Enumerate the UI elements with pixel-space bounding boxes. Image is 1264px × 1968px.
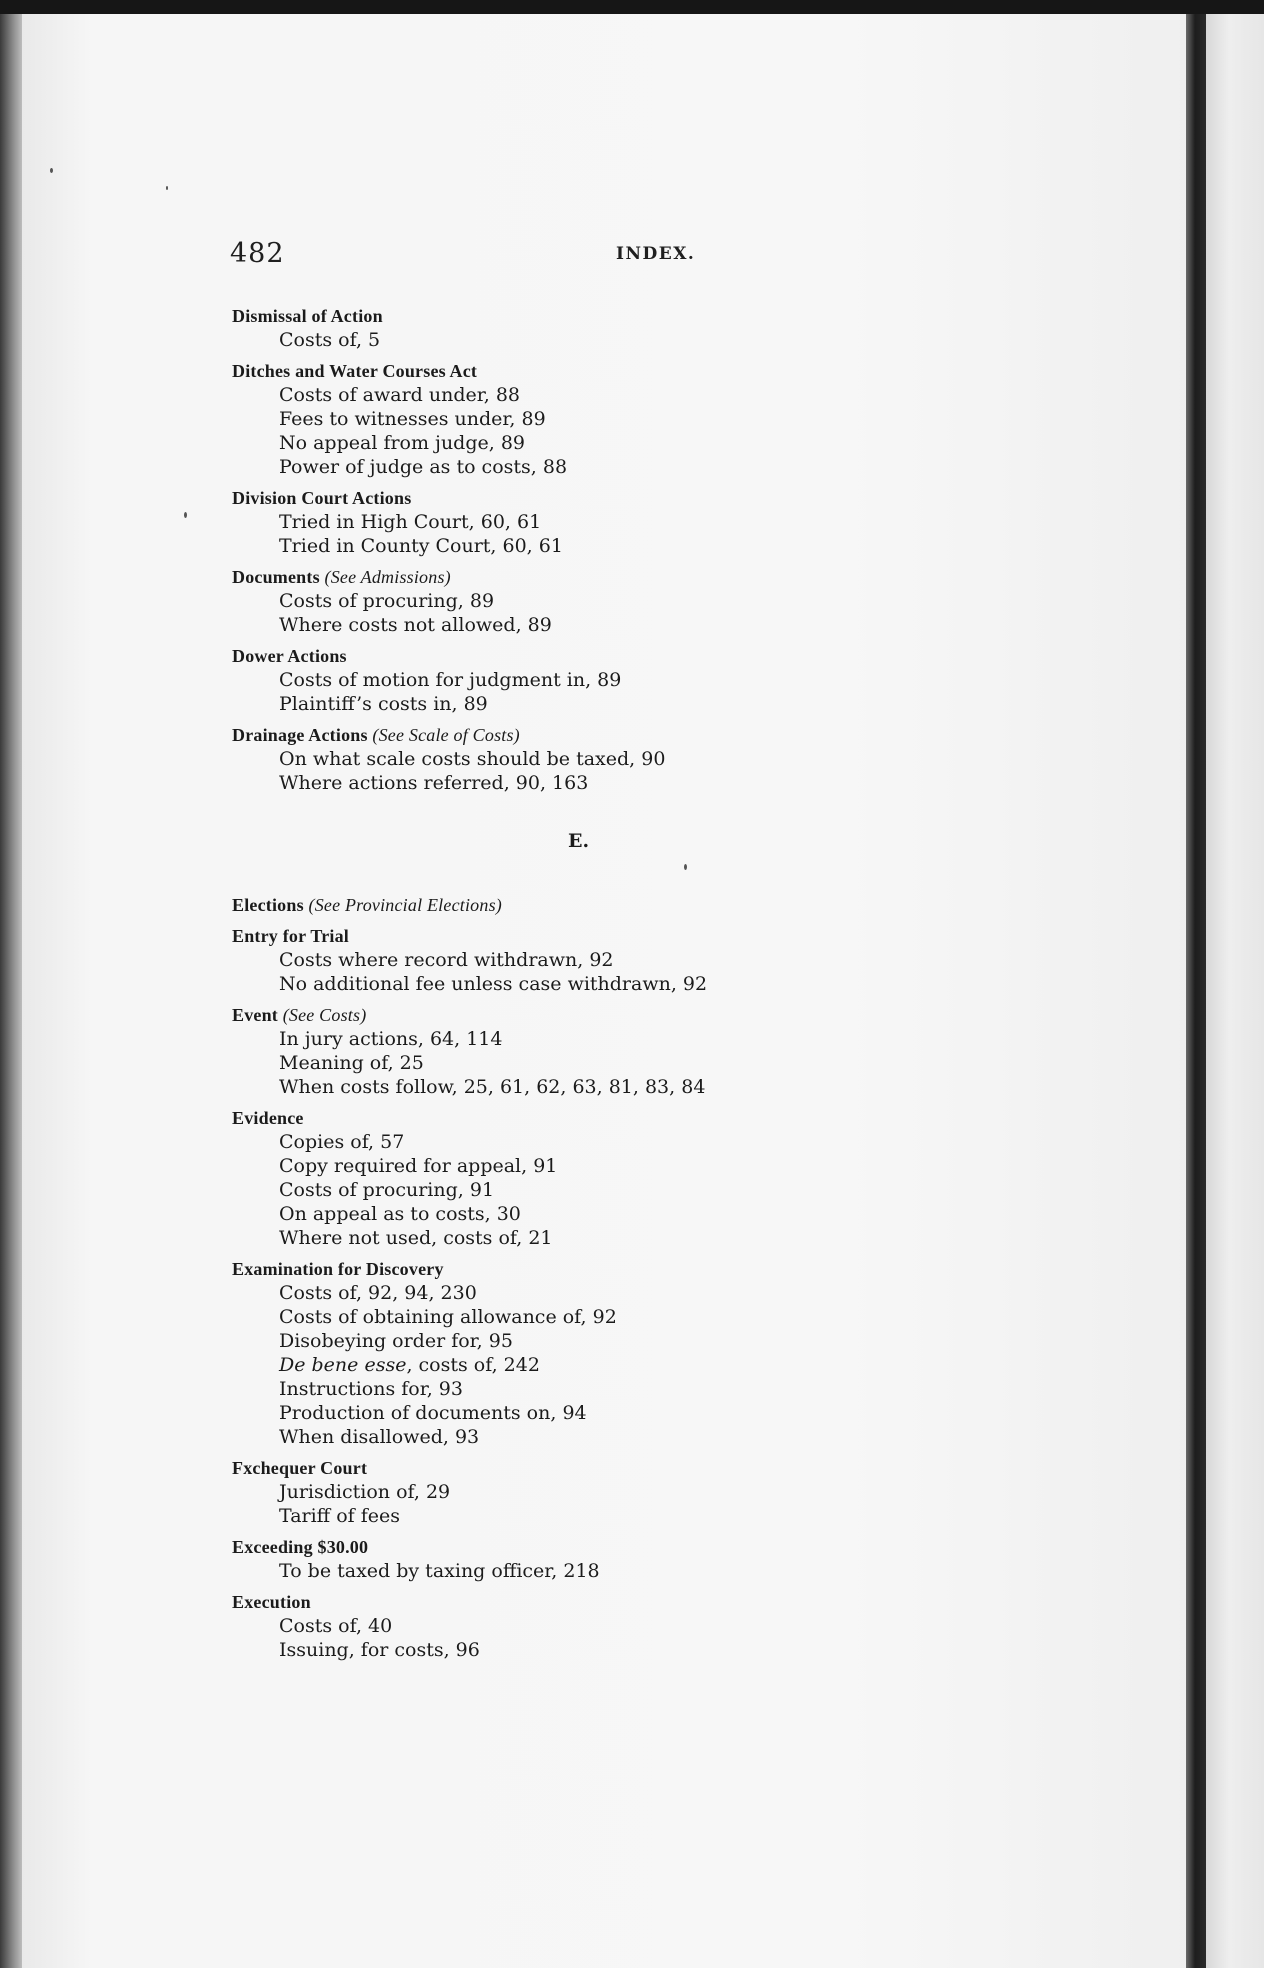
entry-title: Dower Actions	[232, 646, 347, 666]
entry-heading	[232, 359, 1132, 383]
sub-entry: Tried in High Court, 60, 61	[279, 511, 542, 533]
sub-entry: Copy required for appeal, 91	[279, 1155, 558, 1177]
sub-entry: When disallowed, 93	[279, 1426, 480, 1448]
sub-entry: Tried in County Court, 60, 61	[279, 535, 563, 557]
index-section-d	[232, 304, 1132, 795]
index-entry	[232, 1003, 1132, 1099]
sub-entry: When costs follow, 25, 61, 62, 63, 81, 83, 84	[279, 1076, 706, 1098]
entry-heading	[232, 1003, 1132, 1027]
cross-reference: (See Costs)	[282, 1005, 367, 1025]
sub-entry: Costs of, 5	[279, 329, 381, 351]
entry-heading	[232, 565, 1132, 589]
cross-reference: (See Admissions)	[324, 567, 451, 587]
entry-title: Drainage Actions	[232, 725, 368, 745]
sub-entry: Tariff of fees	[279, 1505, 401, 1527]
cross-reference: (See Scale of Costs)	[372, 725, 520, 745]
entry-title: Entry for Trial	[232, 926, 349, 946]
entry-title: Dismissal of Action	[232, 306, 383, 326]
sub-entry: Power of judge as to costs, 88	[279, 456, 568, 478]
entry-heading	[232, 1257, 1132, 1281]
index-entries	[232, 304, 1132, 1669]
sub-entry: In jury actions, 64, 114	[279, 1028, 503, 1050]
scan-top-border	[0, 0, 1264, 14]
sub-entry: Costs where record withdrawn, 92	[279, 949, 614, 971]
sub-entry: No appeal from judge, 89	[279, 432, 526, 454]
sub-entry: Where costs not allowed, 89	[279, 614, 552, 636]
entry-title: Ditches and Water Courses Act	[232, 361, 478, 381]
adjacent-page-edge	[1206, 14, 1264, 1968]
entry-heading	[232, 1590, 1132, 1614]
sub-entry: Production of documents on, 94	[279, 1402, 587, 1424]
scan-speck	[50, 168, 53, 173]
running-head: INDEX.	[616, 244, 696, 264]
entry-title: Documents	[232, 567, 320, 587]
index-entry	[232, 486, 1132, 558]
entry-heading	[232, 304, 1132, 328]
sub-entry: On what scale costs should be taxed, 90	[279, 748, 666, 770]
sub-entry: Issuing, for costs, 96	[279, 1639, 480, 1661]
index-entry	[232, 1456, 1132, 1528]
sub-entry: Costs of procuring, 89	[279, 590, 495, 612]
scan-speck	[166, 186, 168, 190]
index-section-e	[232, 893, 1132, 1662]
sub-entry: Instructions for, 93	[279, 1378, 463, 1400]
sub-entry: Costs of award under, 88	[279, 384, 520, 406]
sub-entry: Plaintiff’s costs in, 89	[279, 693, 488, 715]
book-gutter	[1186, 14, 1206, 1968]
cross-reference: (See Provincial Elections)	[308, 895, 502, 915]
entry-heading	[232, 1535, 1132, 1559]
page-header	[230, 238, 710, 278]
sub-entry: De bene esse, costs of, 242	[279, 1354, 540, 1376]
sub-entry: Fees to witnesses under, 89	[279, 408, 546, 430]
sub-entry: Costs of, 92, 94, 230	[279, 1282, 477, 1304]
entry-title: Examination for Discovery	[232, 1259, 444, 1279]
sub-entry: No additional fee unless case withdrawn, 92	[279, 973, 708, 995]
sub-entry: To be taxed by taxing officer, 218	[279, 1560, 600, 1582]
sub-entry: Costs of obtaining allowance of, 92	[279, 1306, 617, 1328]
entry-title: Elections	[232, 895, 304, 915]
entry-title: Evidence	[232, 1108, 304, 1128]
index-entry	[232, 1535, 1132, 1583]
entry-heading	[232, 723, 1132, 747]
index-entry	[232, 893, 1132, 917]
sub-entry: Copies of, 57	[279, 1131, 405, 1153]
index-entry	[232, 924, 1132, 996]
sub-entry: Disobeying order for, 95	[279, 1330, 513, 1352]
entry-heading	[232, 924, 1132, 948]
index-entry	[232, 1590, 1132, 1662]
sub-entry: Meaning of, 25	[279, 1052, 424, 1074]
entry-title: Exceeding $30.00	[232, 1537, 369, 1557]
sub-entry: Where actions referred, 90, 163	[279, 772, 589, 794]
index-entry	[232, 565, 1132, 637]
entry-heading	[232, 486, 1132, 510]
index-entry	[232, 359, 1132, 479]
entry-heading	[232, 1456, 1132, 1480]
scan-speck	[184, 512, 187, 518]
entry-heading	[232, 1106, 1132, 1130]
sub-entry: Costs of procuring, 91	[279, 1179, 495, 1201]
sub-entry: Costs of motion for judgment in, 89	[279, 669, 622, 691]
entry-title: Execution	[232, 1592, 311, 1612]
sub-entry: Costs of, 40	[279, 1615, 393, 1637]
entry-title: Fxchequer Court	[232, 1458, 368, 1478]
latin-phrase: De bene esse	[279, 1354, 407, 1376]
page-number: 482	[230, 238, 285, 269]
entry-heading	[232, 893, 1132, 917]
index-entry	[232, 1257, 1132, 1449]
sub-entry: Jurisdiction of, 29	[279, 1481, 451, 1503]
entry-heading	[232, 644, 1132, 668]
sub-entry: Where not used, costs of, 21	[279, 1227, 553, 1249]
index-entry	[232, 1106, 1132, 1250]
entry-title: Event	[232, 1005, 278, 1025]
index-entry	[232, 304, 1132, 352]
entry-title: Division Court Actions	[232, 488, 412, 508]
sub-entry: On appeal as to costs, 30	[279, 1203, 521, 1225]
index-entry	[232, 644, 1132, 716]
section-letter: E.	[568, 830, 590, 852]
scan-left-edge	[0, 14, 22, 1968]
index-entry	[232, 723, 1132, 795]
